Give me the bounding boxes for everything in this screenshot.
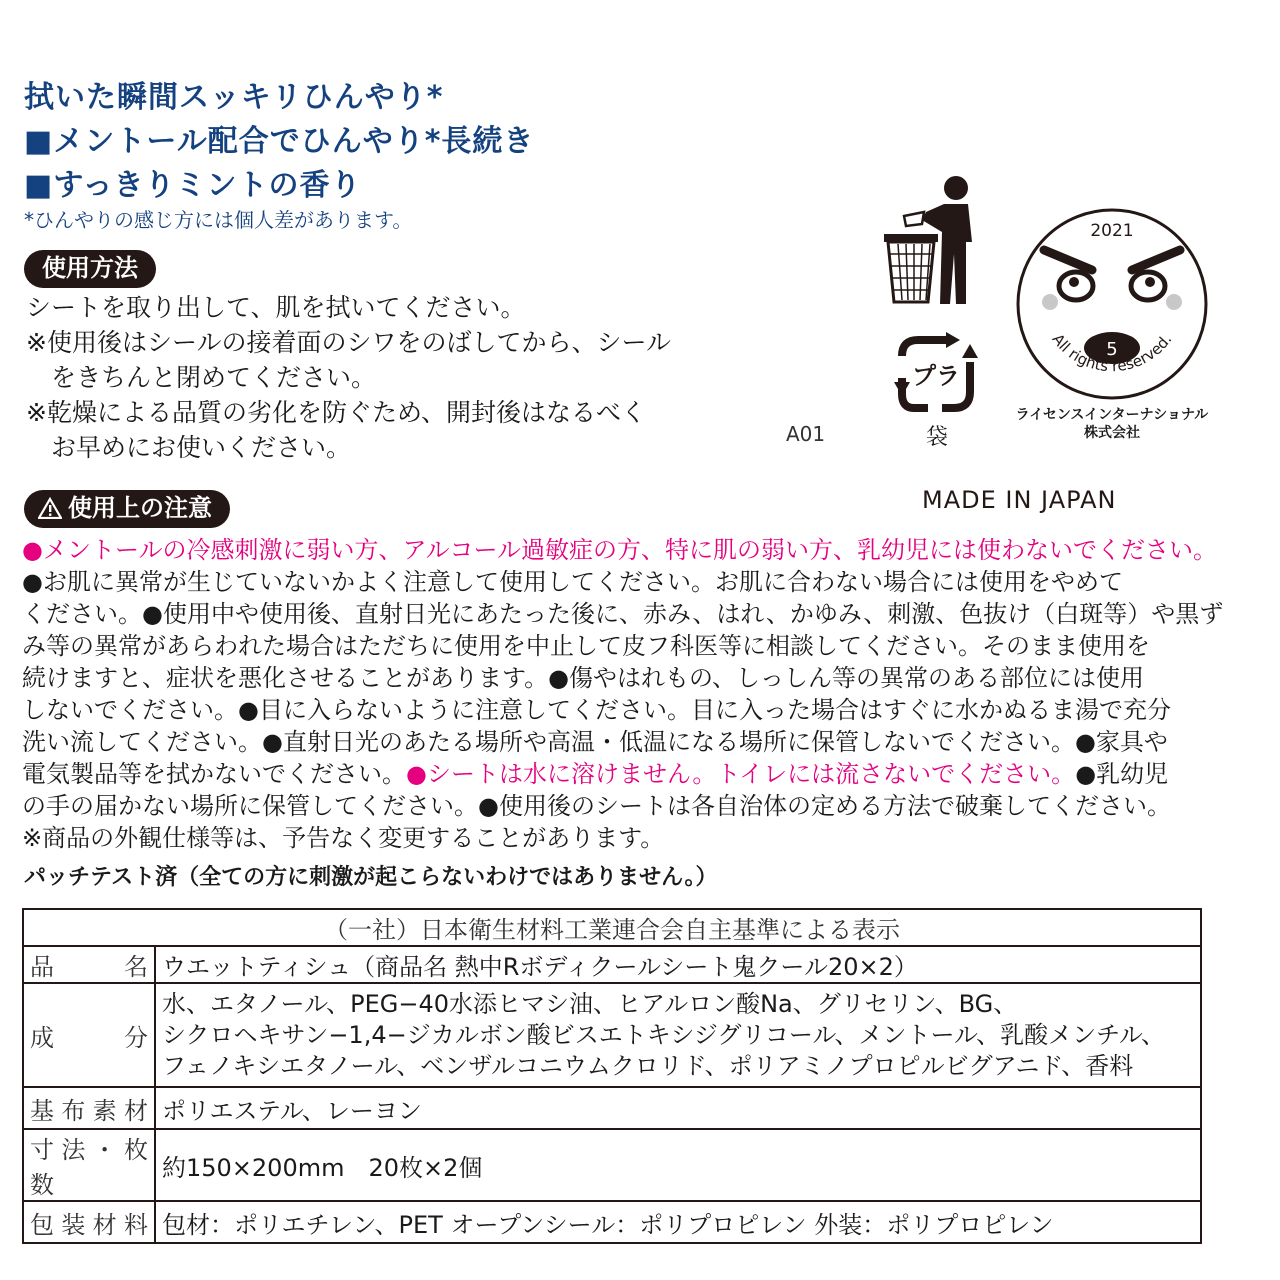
row-value: 約150×200mm 20枚×2個 xyxy=(155,1129,1201,1201)
row-label: 寸法・枚数 xyxy=(23,1129,155,1201)
caution-segment: しないでください。●目に入らないように注意してください。目に入った場合はすぐに水かぬるま湯で充分 xyxy=(22,696,1171,724)
usage-title: 使用方法 xyxy=(24,250,156,288)
patch-test-note: パッチテスト済（全ての方に刺激が起こらないわけではありません。） xyxy=(24,865,718,890)
caution-segment: ●乳幼児 xyxy=(1075,760,1169,788)
table-row xyxy=(23,983,1201,1087)
row-label: 基布素材 xyxy=(23,1087,155,1129)
usage-line: シートを取り出して、肌を拭いてください。 xyxy=(26,293,526,322)
caution-segment: 続けますと、症状を悪化させることがあります。●傷やはれもの、しっしん等の異常のある部位には使用 xyxy=(22,664,1145,692)
caution-title-text: 使用上の注意 xyxy=(68,494,212,522)
made-in-label: MADE IN JAPAN xyxy=(922,486,1117,514)
trash-disposal-icon xyxy=(876,172,986,306)
table-row xyxy=(23,1087,1201,1129)
caution-highlight: ●シートは水に溶けません。トイレには流さないでください。 xyxy=(406,760,1076,788)
caution-line xyxy=(22,694,1262,726)
caution-text xyxy=(22,534,1262,854)
caution-segment: 電気製品等を拭かないでください。 xyxy=(22,760,406,788)
usage-line: ※乾燥による品質の劣化を防ぐため、開封後はなるべく xyxy=(26,398,646,427)
row-value: ウエットティシュ（商品名 熱中Rボディクールシート鬼クール20×2） xyxy=(155,946,1201,983)
caution-segment: ●お肌に異常が生じていないかよく注意して使用してください。お肌に合わない場合には使用をやめて xyxy=(22,568,1123,596)
headline-note: *ひんやりの感じ方には個人差があります。 xyxy=(24,208,413,232)
caution-segment: ください。●使用中や使用後、直射日光にあたった後に、赤み、はれ、かゆみ、刺激、色抜け（白斑等）や黒ず xyxy=(22,600,1224,628)
caution-segment: 洗い流してください。●直射日光のあたる場所や高温・低温になる場所に保管しないでください。●家具や xyxy=(22,728,1168,756)
usage-line: ※使用後はシールの接着面のシワをのばしてから、シール xyxy=(26,328,671,357)
table-row xyxy=(23,1129,1201,1201)
badge-caption-line: ライセンスインターナショナル xyxy=(1015,407,1209,423)
caution-highlight: ●メントールの冷感刺激に弱い方、アルコール過敏症の方、特に肌の弱い方、乳幼児には使わないでください。 xyxy=(22,536,1218,564)
caution-line xyxy=(22,822,1262,854)
row-label: 品名 xyxy=(23,946,155,983)
caution-segment: の手の届かない場所に保管してください。●使用後のシートは各自治体の定める方法で破棄してください。 xyxy=(22,792,1171,820)
pla-recycle-icon xyxy=(888,332,984,416)
warning-icon xyxy=(38,497,62,519)
caution-line xyxy=(22,758,1262,790)
row-value: 包材：ポリエチレン、PET オープンシール：ポリプロピレン 外装：ポリプロピレン xyxy=(155,1201,1201,1243)
table-row xyxy=(23,946,1201,983)
row-value-line: シクロヘキサン−1,4−ジカルボン酸ビスエトキシジグリコール、メントール、乳酸メンチル、 xyxy=(162,1020,1165,1049)
row-value: ポリエステル、レーヨン xyxy=(155,1087,1201,1129)
table-header: （一社）日本衛生材料工業連合会自主基準による表示 xyxy=(23,909,1201,946)
usage-line: をきちんと閉めてください。 xyxy=(26,363,377,392)
badge-caption xyxy=(1012,406,1212,442)
caution-line xyxy=(22,534,1262,566)
headline-2: ■メントール配合でひんやり*長続き xyxy=(24,124,535,159)
caution-segment: ※商品の外観仕様等は、予告なく変更することがあります。 xyxy=(22,824,665,852)
caution-line xyxy=(22,726,1262,758)
caution-line xyxy=(22,662,1262,694)
usage-text xyxy=(26,290,671,465)
row-value-line: フェノキシエタノール、ベンザルコニウムクロリド、ポリアミノプロピルビグアニド、香料 xyxy=(162,1051,1134,1080)
product-code: A01 xyxy=(786,422,826,446)
product-info-table xyxy=(22,908,1202,1244)
caution-line xyxy=(22,790,1262,822)
headline-3: ■すっきりミントの香り xyxy=(24,168,362,203)
badge-caption-line: 株式会社 xyxy=(1084,425,1140,441)
row-value xyxy=(155,983,1201,1087)
row-label: 成分 xyxy=(23,983,155,1087)
badge-arc-text: All rights reserved. xyxy=(1048,330,1176,376)
caution-title xyxy=(24,490,230,528)
row-value-line: 水、エタノール、PEG−40水添ヒマシ油、ヒアルロン酸Na、グリセリン、BG、 xyxy=(162,989,1018,1018)
caution-line xyxy=(22,598,1262,630)
recycle-mark-text: プラ xyxy=(912,362,960,390)
caution-line xyxy=(22,566,1262,598)
row-label: 包装材料 xyxy=(23,1201,155,1243)
badge-number: 5 xyxy=(1106,339,1118,360)
headline-1: 拭いた瞬間スッキリひんやり* xyxy=(24,80,444,115)
recycle-caption: 袋 xyxy=(926,425,949,450)
caution-segment: み等の異常があらわれた場合はただちに使用を中止して皮フ科医等に相談してください。そのまま使用を xyxy=(22,632,1150,660)
usage-line: お早めにお使いください。 xyxy=(26,433,352,462)
badge-year: 2021 xyxy=(1090,221,1134,241)
table-row xyxy=(23,1201,1201,1243)
caution-line xyxy=(22,630,1262,662)
license-badge-icon xyxy=(1014,206,1210,402)
